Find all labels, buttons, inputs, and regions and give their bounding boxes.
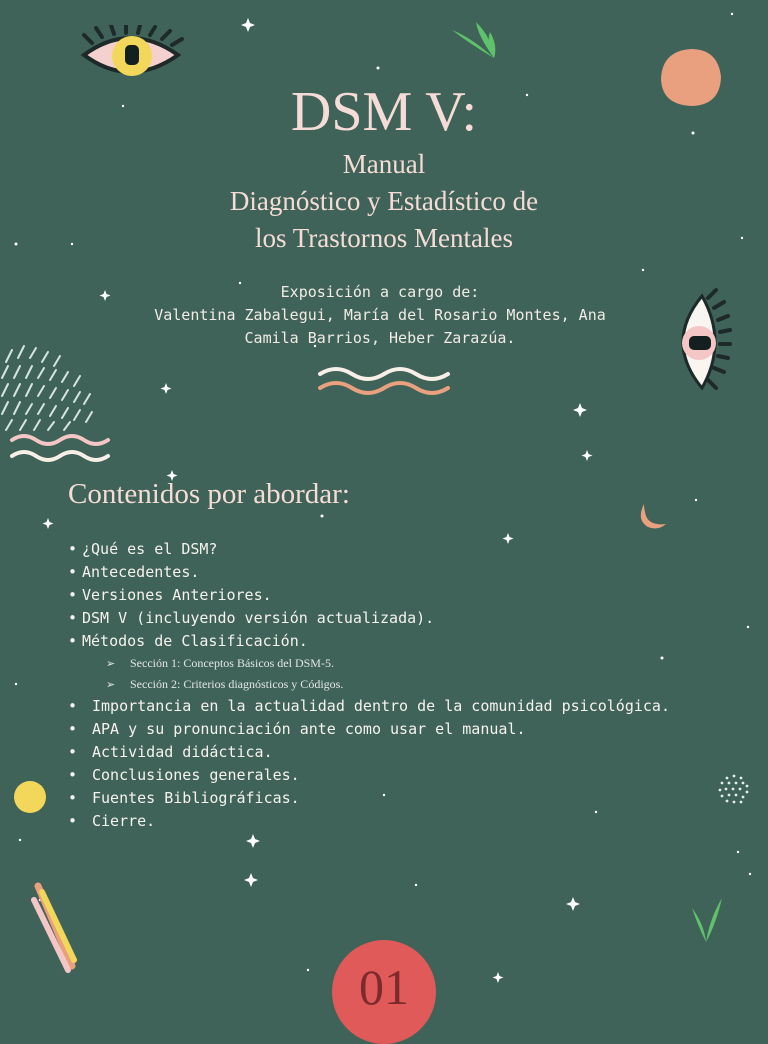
arrow-bullet-icon: ➢ <box>106 658 116 670</box>
star-icon <box>493 972 504 983</box>
presenters <box>120 281 640 350</box>
star-icon <box>582 450 593 461</box>
subtitle-line: Manual <box>342 149 426 179</box>
star-icon <box>43 518 54 529</box>
bullet: • <box>68 766 78 784</box>
star-icon <box>566 897 580 911</box>
presenters-names: Camila Barrios, Heber Zarazúa. <box>244 329 516 347</box>
sub-list-item: ➢ Sección 1: Conceptos Básicos del DSM-5. <box>68 653 670 674</box>
list-item: • Conclusiones generales. <box>68 764 670 787</box>
bullet: • <box>68 586 78 604</box>
star-icon <box>100 290 111 301</box>
list-item: • Cierre. <box>68 810 670 833</box>
dot-circle-icon <box>716 772 752 808</box>
list-item: • Fuentes Bibliográficas. <box>68 787 670 810</box>
bullet: • <box>68 609 78 627</box>
star-icon <box>244 873 258 887</box>
bullet: • <box>68 632 78 650</box>
yellow-dot <box>12 779 48 815</box>
list-item: • ¿Qué es el DSM? <box>68 538 670 561</box>
subtitle-line: los Trastornos Mentales <box>254 223 514 253</box>
eye-icon <box>672 288 732 398</box>
bullet: • <box>68 563 78 581</box>
subtitle-line: Diagnóstico y Estadístico de <box>229 186 539 216</box>
list-item: • APA y su pronunciación ante como usar el manual. <box>68 718 670 741</box>
eye-icon <box>78 25 188 85</box>
subtitle <box>0 146 768 257</box>
list-item: • Actividad didáctica. <box>68 741 670 764</box>
bullet: • <box>68 789 78 807</box>
arrow-bullet-icon: ➢ <box>106 679 116 691</box>
bullet: • <box>68 697 78 715</box>
page-number-badge <box>332 940 436 1044</box>
bullet: • <box>68 720 78 738</box>
presenters-names: Valentina Zabalegui, María del Rosario Montes, Ana <box>154 306 606 324</box>
feather-icon <box>30 880 80 976</box>
star-icon <box>241 18 255 32</box>
list-item: • Antecedentes. <box>68 561 670 584</box>
page-title: DSM V: <box>290 81 478 143</box>
star-icon <box>573 403 587 417</box>
list-item: • Importancia en la actualidad dentro de la comunidad psicológica. <box>68 695 670 718</box>
list-item: • Métodos de Clasificación. <box>68 630 670 653</box>
star-icon <box>161 383 172 394</box>
page-number: 01 <box>359 959 409 1015</box>
leaf-icon <box>690 896 724 946</box>
leaf-icon <box>448 20 500 62</box>
hatch-pattern <box>0 342 100 432</box>
bullet: • <box>68 812 78 830</box>
moon-icon <box>636 500 670 534</box>
bullet: • <box>68 743 78 761</box>
bullet: • <box>68 540 78 558</box>
contents-heading: Contenidos por abordar: <box>68 478 350 510</box>
wave-icon <box>318 364 452 398</box>
list-item: • DSM V (incluyendo versión actualizada). <box>68 607 670 630</box>
star-icon <box>246 834 260 848</box>
sub-list-item: ➢ Sección 2: Criterios diagnósticos y Códigos. <box>68 674 670 695</box>
presenters-intro: Exposición a cargo de: <box>280 283 480 301</box>
contents-list <box>68 538 670 833</box>
list-item: • Versiones Anteriores. <box>68 584 670 607</box>
wave-icon <box>10 430 114 466</box>
